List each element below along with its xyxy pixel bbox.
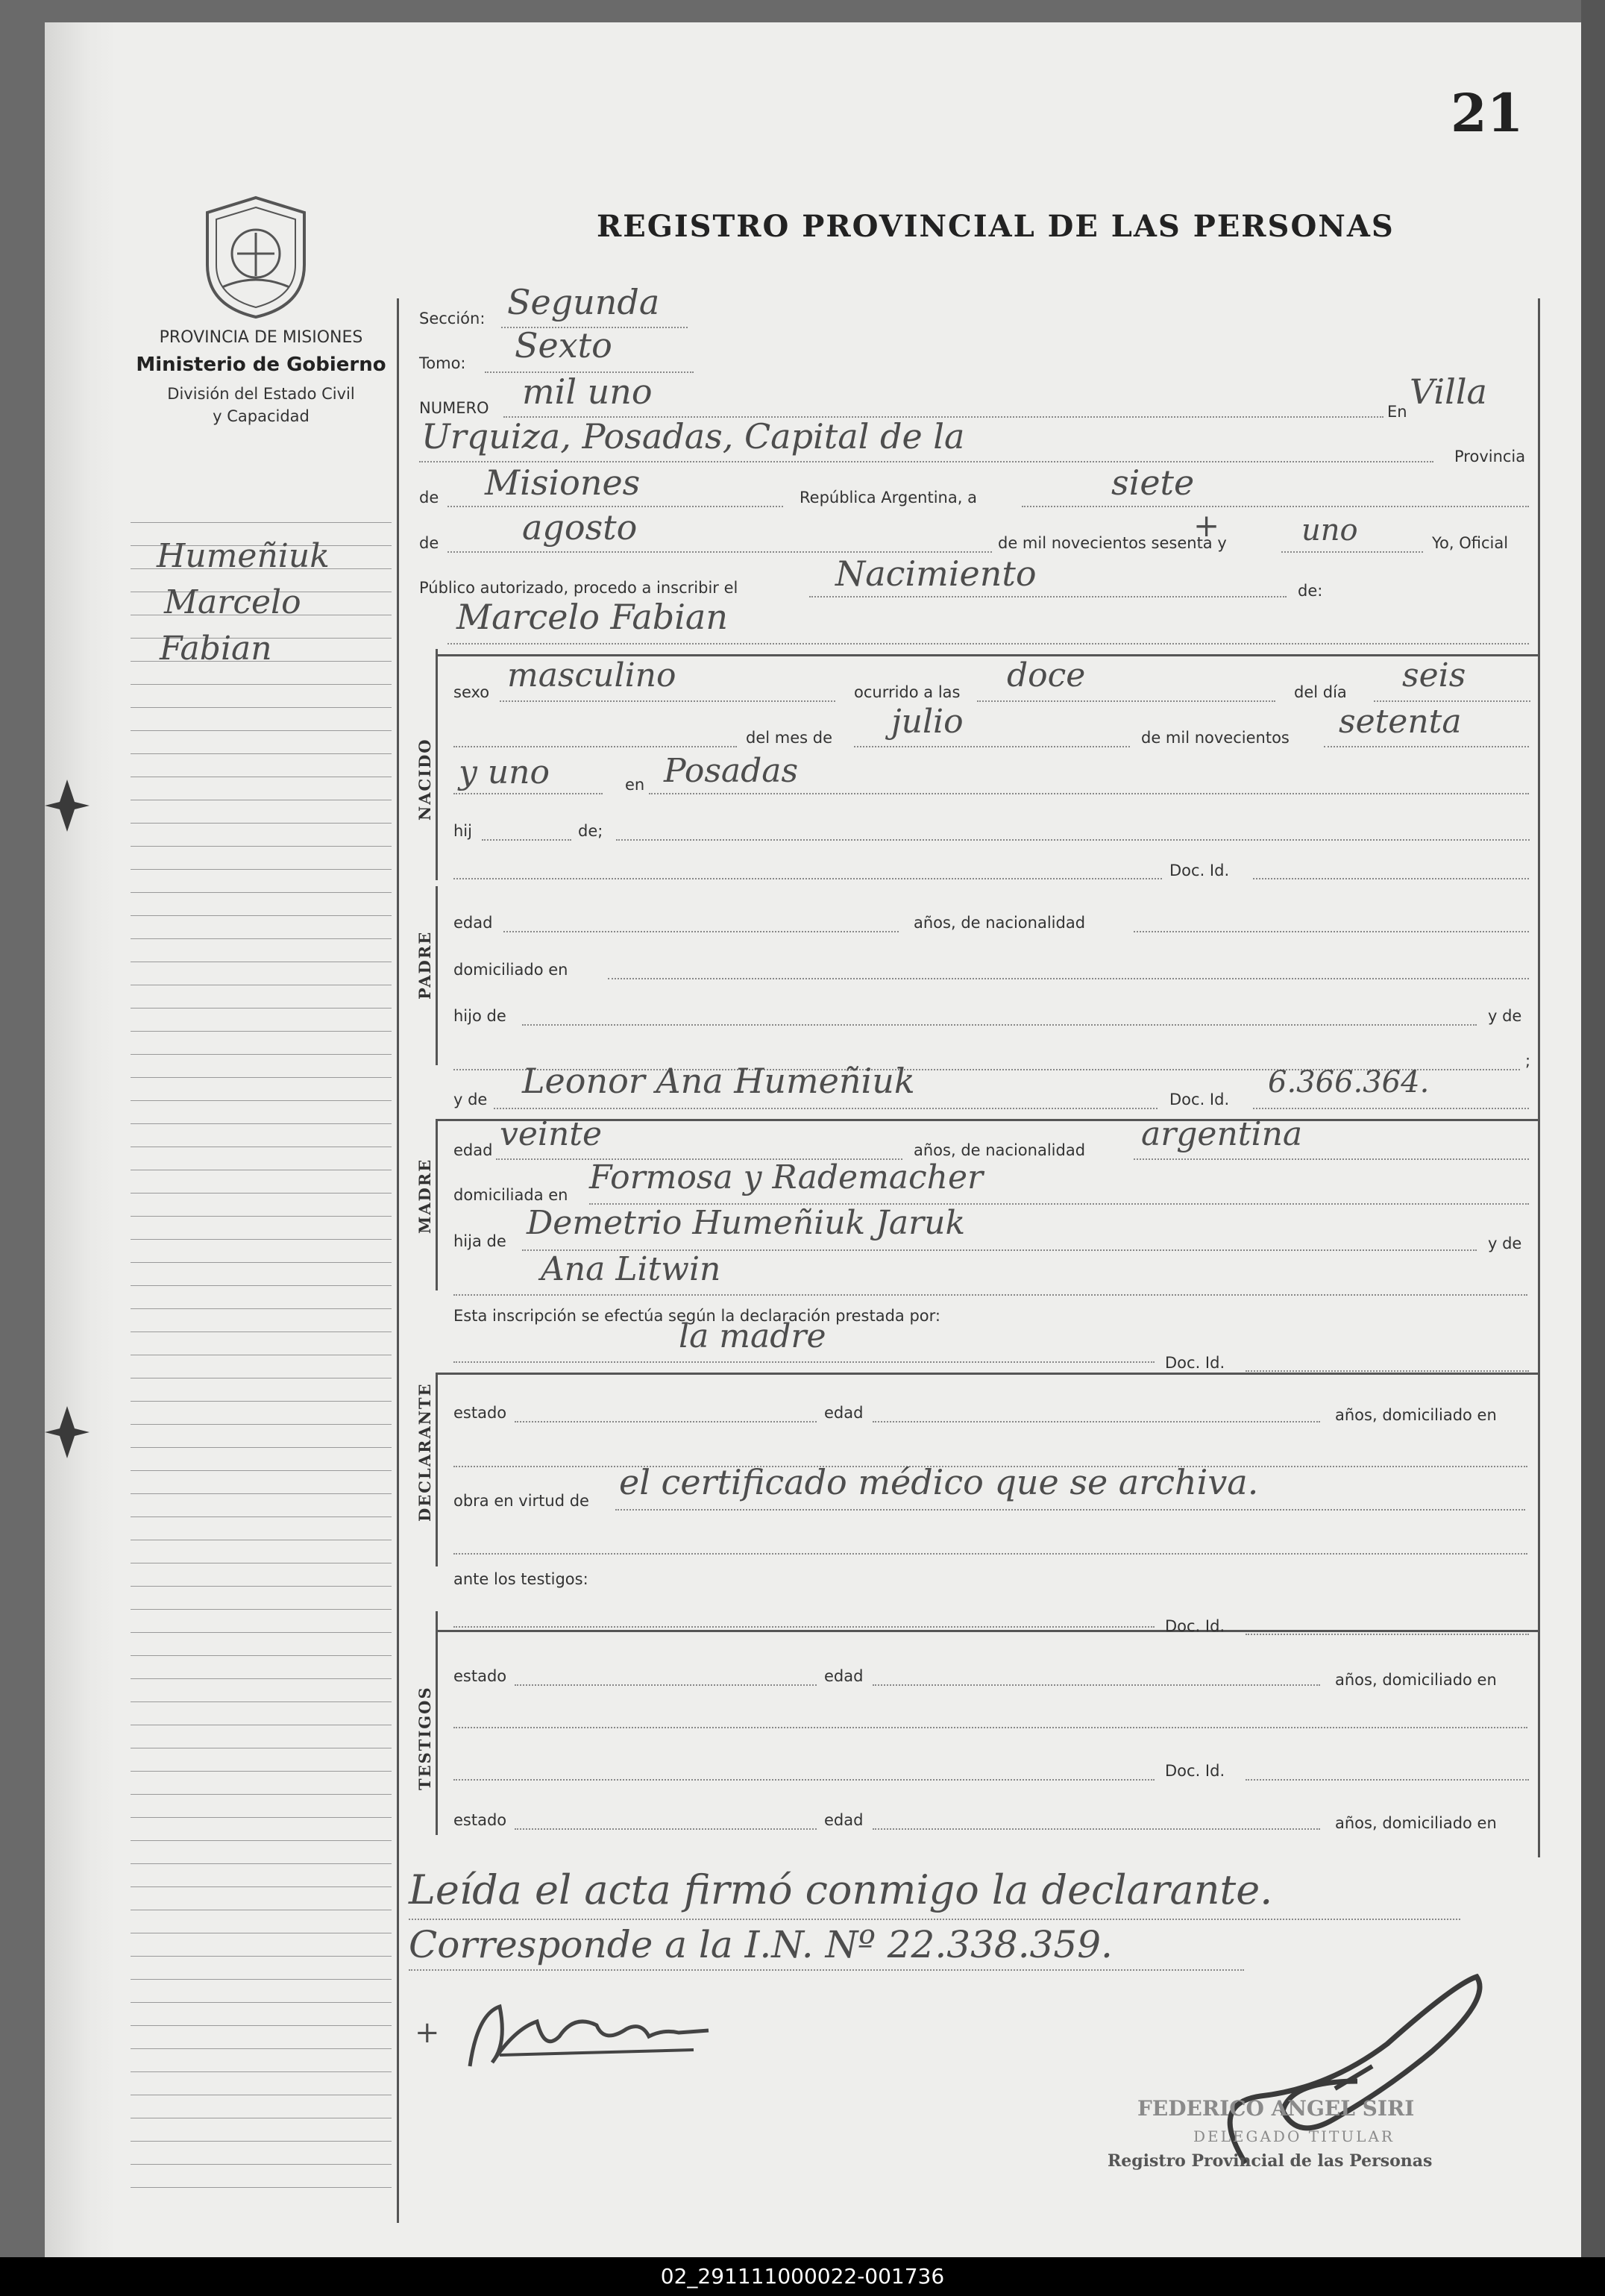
anio2-line xyxy=(453,793,603,794)
testigo2-anos-label: años, domiciliado en xyxy=(1335,1814,1497,1832)
margin-ruled-line xyxy=(131,1979,392,1980)
declarante-estado-line xyxy=(515,1421,817,1423)
deldia-label: del día xyxy=(1294,683,1347,701)
sesenta-mark: + xyxy=(1193,507,1220,544)
margin-ruled-line xyxy=(131,869,392,870)
org-division-2: y Capacidad xyxy=(213,407,310,425)
image-id-caption: 02_291111000022-001736 xyxy=(0,2257,1605,2296)
sexo-label: sexo xyxy=(453,683,490,701)
closing-underline-1 xyxy=(409,1919,1460,1920)
inscripcion-label: Esta inscripción se efectúa según la declaración prestada por: xyxy=(453,1307,940,1325)
madre-madre-value: Ana Litwin xyxy=(541,1250,721,1288)
day-line xyxy=(1022,506,1529,507)
padre-edad-label: edad xyxy=(453,914,493,932)
testigo1-name-line xyxy=(453,1626,1155,1628)
acto-value: Nacimiento xyxy=(835,553,1037,594)
declarante-anos-label: años, domiciliado en xyxy=(1335,1406,1497,1424)
mil-label: de mil novecientos sesenta y xyxy=(998,534,1227,552)
margin-ruled-line xyxy=(131,1701,392,1702)
madre-bracket xyxy=(436,1119,438,1290)
year-value: uno xyxy=(1301,513,1358,548)
lugar-value: Posadas xyxy=(664,752,799,790)
section-label-testigos: TESTIGOS xyxy=(415,1686,434,1790)
margin-ruled-line xyxy=(131,1008,392,1009)
testigo1-anos-label: años, domiciliado en xyxy=(1335,1671,1497,1689)
margin-ruled-line xyxy=(131,1794,392,1795)
declarante-estado-label: estado xyxy=(453,1404,507,1422)
margin-ruled-line xyxy=(131,938,392,939)
org-division: División del Estado Civil xyxy=(167,385,355,403)
en-value: Villa xyxy=(1410,371,1487,412)
madre-edad-label: edad xyxy=(453,1141,493,1159)
mes-pre-line xyxy=(453,746,737,747)
madre-hija-label: hija de xyxy=(453,1232,506,1250)
numero-label: NUMERO xyxy=(419,399,489,417)
margin-ruled-line xyxy=(131,892,392,893)
padre-nac-line xyxy=(1134,931,1529,932)
testigo2-estado-line xyxy=(515,1828,817,1830)
republica-label: República Argentina, a xyxy=(800,489,977,506)
madre-madre-line xyxy=(453,1294,1527,1296)
page-number: 21 xyxy=(1451,82,1524,144)
acto-line xyxy=(809,596,1287,597)
closing-line-2: Corresponde a la I.N. Nº 22.338.359. xyxy=(409,1923,1113,1966)
margin-ruled-line xyxy=(131,1077,392,1078)
testigo2-estado-label: estado xyxy=(453,1811,507,1829)
month-line xyxy=(447,551,992,553)
margin-ruled-line xyxy=(131,730,392,731)
margin-ruled-line xyxy=(131,2048,392,2049)
margin-ruled-line xyxy=(131,1655,392,1656)
declarante-bracket xyxy=(436,1373,438,1566)
testigo2-docid-line xyxy=(1246,1779,1529,1781)
ocurrido-label: ocurrido a las xyxy=(854,683,961,701)
closing-underline-2 xyxy=(409,1969,1244,1971)
margin-ruled-line xyxy=(131,1609,392,1610)
numero-value: mil uno xyxy=(522,371,653,412)
margin-ruled-line xyxy=(131,823,392,824)
madre-edad-value: veinte xyxy=(500,1115,603,1153)
padre-semicolon: ; xyxy=(1525,1052,1531,1070)
padre-docid-label: Doc. Id. xyxy=(1169,862,1230,879)
margin-ruled-line xyxy=(131,522,392,523)
signature-x-mark: + xyxy=(415,2016,440,2050)
section-label-declarante: DECLARANTE xyxy=(415,1382,434,1522)
testigo2-edad-line xyxy=(873,1828,1320,1830)
nombre-value: Marcelo Fabian xyxy=(456,597,728,637)
hora-value: doce xyxy=(1007,656,1086,694)
madre-domic-label: domiciliada en xyxy=(453,1186,568,1204)
margin-ruled-line xyxy=(131,1956,392,1957)
anio-value-2: y uno xyxy=(459,753,550,791)
testigos-rule xyxy=(436,1630,1538,1632)
padre-hijo-line xyxy=(522,1024,1477,1026)
binding-fold xyxy=(45,22,116,2257)
place-value: Urquiza, Posadas, Capital de la xyxy=(421,416,965,457)
tomo-value: Sexto xyxy=(515,325,612,366)
padre-name-line xyxy=(453,878,1162,879)
obra-line-2 xyxy=(453,1553,1527,1555)
mes-value: julio xyxy=(891,703,964,741)
margin-ruled-line xyxy=(131,1424,392,1425)
margin-ruled-line xyxy=(131,1863,392,1864)
yo-label: Yo, Oficial xyxy=(1432,534,1509,552)
padre-yde-label: y de xyxy=(1488,1007,1522,1025)
org-province: PROVINCIA DE MISIONES xyxy=(159,328,363,347)
margin-ruled-line xyxy=(131,1100,392,1101)
tomo-label: Tomo: xyxy=(419,354,466,372)
page-right-edge xyxy=(1581,0,1605,2257)
madre-name-value: Leonor Ana Humeñiuk xyxy=(522,1061,915,1101)
margin-ruled-line xyxy=(131,1771,392,1772)
org-ministry: Ministerio de Gobierno xyxy=(136,354,386,376)
margin-ruled-line xyxy=(131,1632,392,1633)
hij-de-label: de; xyxy=(578,822,603,840)
en-label: En xyxy=(1387,403,1407,421)
hij-de-line xyxy=(616,839,1530,841)
margin-note-name-2: Fabian xyxy=(160,630,272,668)
ante-label: ante los testigos: xyxy=(453,1570,588,1588)
testigo1-docid-line xyxy=(1246,1634,1529,1635)
sexo-line xyxy=(500,700,835,702)
binding-hole-icon xyxy=(41,776,93,835)
testigo2-name-line xyxy=(453,1779,1155,1781)
testigo1-domic-line xyxy=(453,1727,1527,1728)
anio-value: setenta xyxy=(1339,703,1462,741)
lugar-line xyxy=(649,793,1529,794)
provincia-label: Provincia xyxy=(1454,448,1526,465)
declarante-name-line xyxy=(453,1361,1155,1363)
padre-domic-line xyxy=(608,978,1529,979)
declarante-signature xyxy=(455,1984,723,2081)
margin-ruled-line xyxy=(131,1401,392,1402)
dia-line xyxy=(1374,700,1530,702)
day-value: siete xyxy=(1111,462,1195,503)
dia-value: seis xyxy=(1402,656,1466,694)
testigo2-docid-label: Doc. Id. xyxy=(1165,1762,1225,1780)
testigo1-edad-label: edad xyxy=(824,1667,864,1685)
nacido-bracket xyxy=(436,649,438,880)
madre-padres-value: Demetrio Humeñiuk Jaruk xyxy=(527,1204,966,1242)
declarante-edad-label: edad xyxy=(824,1404,864,1422)
stamp-name: FEDERICO ANGEL SIRI xyxy=(1137,2096,1415,2121)
testigo2-edad-label: edad xyxy=(824,1811,864,1829)
obra-line xyxy=(615,1509,1525,1511)
margin-ruled-line xyxy=(131,1239,392,1240)
margin-ruled-line xyxy=(131,707,392,708)
margin-ruled-line xyxy=(131,1216,392,1217)
sexo-value: masculino xyxy=(507,656,676,694)
stamp-title: DELEGADO TITULAR xyxy=(1193,2127,1395,2145)
padre-edad-line xyxy=(503,931,899,932)
madre-docid-value: 6.366.364. xyxy=(1268,1065,1430,1100)
padre-domic-label: domiciliado en xyxy=(453,961,568,979)
padre-docid-line xyxy=(1253,878,1529,879)
margin-ruled-line xyxy=(131,2071,392,2072)
en-label-2: en xyxy=(625,776,645,794)
margin-ruled-line xyxy=(131,1470,392,1471)
province-seal-icon xyxy=(200,194,312,321)
left-column-rule xyxy=(397,298,399,2223)
declarante-docid-line xyxy=(1246,1370,1529,1372)
madre-nac-line xyxy=(1134,1158,1529,1160)
margin-ruled-line xyxy=(131,1123,392,1124)
testigo1-docid-label: Doc. Id. xyxy=(1165,1617,1225,1635)
prov-value: Misiones xyxy=(485,462,641,503)
margin-ruled-line xyxy=(131,1516,392,1517)
margin-ruled-line xyxy=(131,1840,392,1841)
anio-line xyxy=(1324,746,1529,747)
hora-line xyxy=(977,700,1275,702)
padre-hijo-label: hijo de xyxy=(453,1007,506,1025)
month-value: agosto xyxy=(522,507,638,548)
margin-ruled-line xyxy=(131,1308,392,1309)
madre-docid-label: Doc. Id. xyxy=(1169,1091,1230,1108)
right-column-rule xyxy=(1538,298,1540,1857)
testigos-bracket xyxy=(436,1611,438,1835)
section-label-nacido: NACIDO xyxy=(415,738,434,821)
margin-ruled-line xyxy=(131,2141,392,2142)
margin-ruled-line xyxy=(131,1678,392,1679)
publico-label: Público autorizado, procedo a inscribir el xyxy=(419,579,738,597)
margin-ruled-line xyxy=(131,1817,392,1818)
stamp-office: Registro Provincial de las Personas xyxy=(1108,2151,1433,2171)
declarante-por-value: la madre xyxy=(679,1317,826,1355)
margin-ruled-line xyxy=(131,1493,392,1494)
de-label-2: de xyxy=(419,534,439,552)
mil-label-2: de mil novecientos xyxy=(1141,729,1290,747)
madre-yde2-label: y de xyxy=(1488,1235,1522,1252)
margin-note-name: Marcelo xyxy=(164,583,301,621)
margin-ruled-line xyxy=(131,1031,392,1032)
padre-anos-label: años, de nacionalidad xyxy=(914,914,1086,932)
margin-note-surname: Humeñiuk xyxy=(157,537,330,575)
hij-line xyxy=(482,839,571,841)
seccion-value: Segunda xyxy=(507,282,660,322)
closing-line-1: Leída el acta firmó conmigo la declarante. xyxy=(409,1866,1273,1913)
declarante-rule xyxy=(436,1373,1538,1375)
page-title: REGISTRO PROVINCIAL DE LAS PERSONAS xyxy=(597,209,1395,244)
obra-value: el certificado médico que se archiva. xyxy=(619,1462,1259,1502)
obra-label: obra en virtud de xyxy=(453,1492,589,1510)
margin-ruled-line xyxy=(131,1586,392,1587)
margin-ruled-line xyxy=(131,1262,392,1263)
testigo1-estado-label: estado xyxy=(453,1667,507,1685)
seccion-label: Sección: xyxy=(419,310,486,327)
padre-bracket xyxy=(436,886,438,1065)
hij-label: hij xyxy=(453,822,472,840)
year-line xyxy=(1281,551,1423,553)
mes-line xyxy=(854,746,1130,747)
madre-name-line xyxy=(494,1108,1158,1109)
declarante-edad-line xyxy=(873,1421,1320,1423)
de-colon-label: de: xyxy=(1298,582,1323,600)
margin-ruled-line xyxy=(131,2025,392,2026)
margin-ruled-line xyxy=(131,1054,392,1055)
margin-ruled-line xyxy=(131,1886,392,1887)
margin-ruled-line xyxy=(131,2164,392,2165)
testigo1-estado-line xyxy=(515,1684,817,1686)
binding-hole-icon xyxy=(41,1402,93,1462)
margin-ruled-line xyxy=(131,753,392,754)
madre-anos-label: años, de nacionalidad xyxy=(914,1141,1086,1159)
margin-ruled-line xyxy=(131,1447,392,1448)
madre-yde-label: y de xyxy=(453,1091,488,1108)
madre-nac-value: argentina xyxy=(1141,1115,1303,1153)
margin-ruled-line xyxy=(131,2187,392,2188)
nombre-line xyxy=(447,643,1529,644)
mes-label: del mes de xyxy=(746,729,833,747)
margin-ruled-line xyxy=(131,1193,392,1194)
de-label-1: de xyxy=(419,489,439,506)
declarante-docid-label: Doc. Id. xyxy=(1165,1354,1225,1372)
section-label-madre: MADRE xyxy=(415,1158,434,1234)
margin-ruled-line xyxy=(131,2002,392,2003)
madre-domic-value: Formosa y Rademacher xyxy=(589,1158,984,1196)
madre-docid-line xyxy=(1253,1108,1529,1109)
section-label-padre: PADRE xyxy=(415,930,434,1000)
margin-ruled-line xyxy=(131,684,392,685)
testigo1-edad-line xyxy=(873,1684,1320,1686)
margin-ruled-line xyxy=(131,1285,392,1286)
margin-ruled-line xyxy=(131,915,392,916)
margin-ruled-line xyxy=(131,846,392,847)
